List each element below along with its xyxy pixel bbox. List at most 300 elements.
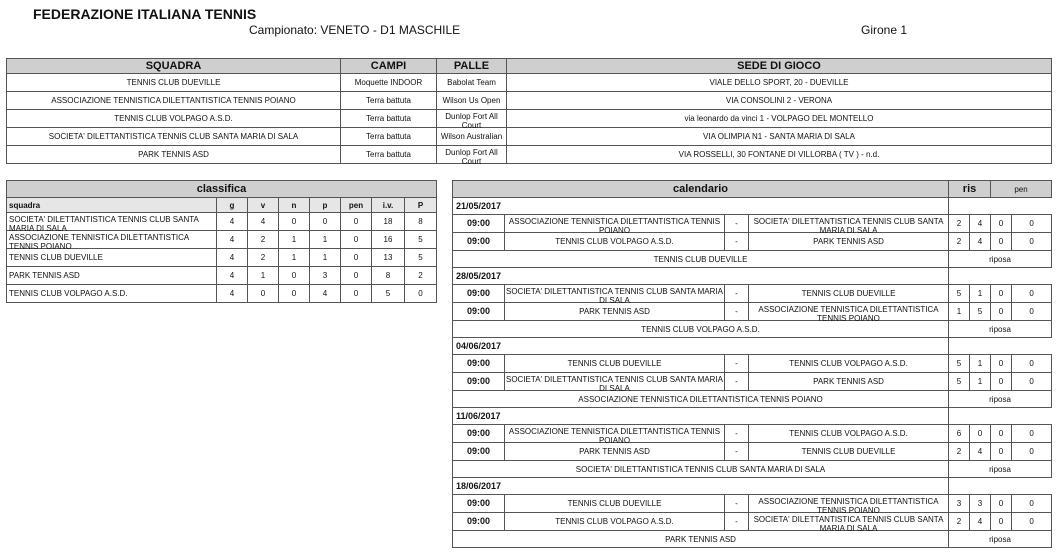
match-row bbox=[453, 215, 1052, 233]
standings-row bbox=[7, 213, 437, 231]
match-pen-home bbox=[991, 215, 1012, 233]
match-date-text: 04/06/2017 bbox=[456, 340, 502, 351]
match-result-away-text: 1 bbox=[977, 359, 983, 368]
match-home-team-text: TENNIS CLUB VOLPAGO A.S.D. bbox=[555, 237, 674, 246]
match-pen-away-text: 0 bbox=[1029, 307, 1034, 316]
team-name-text: ASSOCIAZIONE TENNISTICA DILETTANTISTICA TENNIS POIANO bbox=[51, 96, 296, 105]
standings-g bbox=[217, 285, 248, 303]
rest-row bbox=[453, 391, 1052, 408]
match-pen-home bbox=[991, 303, 1012, 321]
standings-pen bbox=[341, 213, 372, 231]
rest-label bbox=[949, 461, 1052, 478]
standings-team bbox=[7, 267, 217, 285]
match-time bbox=[453, 285, 505, 303]
match-time-text: 09:00 bbox=[466, 306, 491, 316]
match-away-team bbox=[749, 495, 949, 513]
standings-p bbox=[405, 285, 437, 303]
standings-col-header bbox=[372, 198, 405, 213]
team-name bbox=[7, 74, 341, 92]
match-away-team bbox=[749, 285, 949, 303]
match-pen-home bbox=[991, 425, 1012, 443]
rest-label-text: riposa bbox=[989, 324, 1011, 334]
standings-iv-text: 18 bbox=[383, 217, 393, 226]
match-result-home-text: 5 bbox=[956, 359, 962, 368]
team-court bbox=[341, 74, 437, 92]
match-separator-text: - bbox=[735, 429, 738, 438]
match-result-home bbox=[949, 425, 970, 443]
standings-col-header-text: g bbox=[229, 200, 235, 210]
standings-pen bbox=[341, 285, 372, 303]
match-result-away bbox=[970, 303, 991, 321]
match-pen-home bbox=[991, 355, 1012, 373]
standings-team-text: TENNIS CLUB DUEVILLE bbox=[9, 253, 103, 262]
standings-row bbox=[7, 285, 437, 303]
match-pen-home bbox=[991, 233, 1012, 251]
match-result-home-text: 1 bbox=[956, 307, 962, 316]
match-result-home-text: 6 bbox=[956, 429, 962, 438]
standings-col-header bbox=[217, 198, 248, 213]
rest-label-text: riposa bbox=[989, 534, 1011, 544]
match-home-team bbox=[505, 215, 725, 233]
match-pen-away-text: 0 bbox=[1029, 499, 1034, 508]
standings-iv bbox=[372, 213, 405, 231]
calendar-date-row bbox=[453, 478, 1052, 495]
resting-team bbox=[453, 391, 949, 408]
standings-row bbox=[7, 249, 437, 267]
match-result-away bbox=[970, 285, 991, 303]
match-separator bbox=[725, 373, 749, 391]
match-separator bbox=[725, 425, 749, 443]
match-date bbox=[453, 268, 949, 285]
match-pen-home-text: 0 bbox=[998, 447, 1004, 456]
match-away-team bbox=[749, 425, 949, 443]
match-separator-text: - bbox=[735, 289, 738, 298]
match-pen-away-text: 0 bbox=[1029, 359, 1034, 368]
match-time bbox=[453, 495, 505, 513]
match-pen-away-text: 0 bbox=[1029, 237, 1034, 246]
date-spacer bbox=[949, 478, 1052, 495]
match-separator bbox=[725, 215, 749, 233]
match-home-team bbox=[505, 233, 725, 251]
match-result-away-text: 1 bbox=[977, 289, 983, 298]
resting-team-text: ASSOCIAZIONE TENNISTICA DILETTANTISTICA TENNIS POIANO bbox=[578, 394, 823, 404]
standings-v bbox=[248, 231, 279, 249]
team-balls-text: Dunlop Fort All Court bbox=[445, 112, 498, 130]
standings-v bbox=[248, 285, 279, 303]
match-pen-away bbox=[1012, 233, 1052, 251]
standings-p bbox=[405, 249, 437, 267]
standings-team-text: PARK TENNIS ASD bbox=[9, 271, 80, 280]
match-date-text: 11/06/2017 bbox=[456, 410, 501, 421]
match-pen-home-text: 0 bbox=[998, 517, 1004, 526]
group-label: Girone 1 bbox=[861, 23, 908, 37]
team-venue-text: via leonardo da vinci 1 - VOLPAGO DEL MONTELLO bbox=[684, 114, 874, 123]
match-separator-text: - bbox=[735, 219, 738, 228]
match-result-home-text: 2 bbox=[956, 237, 962, 246]
standings-g bbox=[217, 267, 248, 285]
team-name bbox=[7, 146, 341, 164]
standings-g-text: 4 bbox=[229, 217, 235, 226]
header-sede: SEDE DI GIOCO bbox=[507, 59, 1052, 74]
match-result-home-text: 5 bbox=[956, 289, 962, 298]
rest-label bbox=[949, 531, 1052, 548]
match-separator-text: - bbox=[735, 499, 738, 508]
team-balls-text: Wilson Australian bbox=[440, 132, 503, 141]
match-time bbox=[453, 233, 505, 251]
match-result-away bbox=[970, 215, 991, 233]
standings-iv-text: 13 bbox=[383, 253, 393, 262]
team-court-text: Terra battuta bbox=[366, 96, 411, 105]
team-venue-text: VIA ROSSELLI, 30 FONTANE DI VILLORBA ( TV ) - n.d. bbox=[678, 150, 880, 159]
match-home-team bbox=[505, 495, 725, 513]
rest-row bbox=[453, 531, 1052, 548]
resting-team bbox=[453, 321, 949, 338]
calendar-table bbox=[452, 180, 1052, 548]
match-home-team bbox=[505, 425, 725, 443]
match-pen-home-text: 0 bbox=[998, 237, 1004, 246]
date-spacer bbox=[949, 198, 1052, 215]
team-venue bbox=[507, 146, 1052, 164]
match-time-text: 09:00 bbox=[466, 236, 491, 246]
match-away-team-text: TENNIS CLUB VOLPAGO A.S.D. bbox=[789, 429, 908, 438]
match-home-team-text: SOCIETA' DILETTANTISTICA TENNIS CLUB SANTA MARIA DI SALA bbox=[506, 375, 723, 393]
standings-n bbox=[279, 285, 310, 303]
match-home-team bbox=[505, 285, 725, 303]
standings-pen bbox=[341, 249, 372, 267]
standings-p bbox=[405, 267, 437, 285]
standings-p-text: 0 bbox=[322, 217, 328, 226]
standings-v-text: 4 bbox=[260, 217, 266, 226]
match-date-text: 21/05/2017 bbox=[456, 200, 502, 211]
standings-pen bbox=[341, 267, 372, 285]
match-result-away-text: 5 bbox=[977, 307, 983, 316]
team-court-text: Terra battuta bbox=[366, 150, 411, 159]
match-pen-home-text: 0 bbox=[998, 359, 1004, 368]
match-home-team-text: ASSOCIAZIONE TENNISTICA DILETTANTISTICA TENNIS POIANO bbox=[508, 217, 721, 235]
rest-row bbox=[453, 461, 1052, 478]
match-result-home bbox=[949, 215, 970, 233]
team-court-text: Terra battuta bbox=[366, 114, 411, 123]
match-row bbox=[453, 425, 1052, 443]
match-away-team bbox=[749, 233, 949, 251]
match-separator bbox=[725, 233, 749, 251]
match-result-home bbox=[949, 443, 970, 461]
standings-iv bbox=[372, 249, 405, 267]
match-pen-away-text: 0 bbox=[1029, 447, 1034, 456]
standings-col-header bbox=[7, 198, 217, 213]
match-time bbox=[453, 425, 505, 443]
match-home-team-text: TENNIS CLUB DUEVILLE bbox=[567, 499, 662, 508]
match-date bbox=[453, 338, 949, 355]
standings-pen-text: 0 bbox=[353, 217, 359, 226]
match-pen-home-text: 0 bbox=[998, 377, 1004, 386]
rest-row bbox=[453, 251, 1052, 268]
match-time bbox=[453, 303, 505, 321]
team-balls-text: Wilson Us Open bbox=[442, 96, 501, 105]
match-time-text: 09:00 bbox=[466, 446, 491, 456]
match-result-home bbox=[949, 285, 970, 303]
team-name bbox=[7, 92, 341, 110]
match-pen-away bbox=[1012, 425, 1052, 443]
team-name-text: SOCIETA' DILETTANTISTICA TENNIS CLUB SANTA MARIA DI SALA bbox=[48, 132, 299, 141]
match-row bbox=[453, 495, 1052, 513]
standings-team bbox=[7, 213, 217, 231]
match-result-home bbox=[949, 233, 970, 251]
match-away-team bbox=[749, 355, 949, 373]
match-separator-text: - bbox=[735, 237, 738, 246]
match-time-text: 09:00 bbox=[466, 516, 491, 526]
team-name-text: PARK TENNIS ASD bbox=[138, 150, 209, 159]
standings-p-text: 2 bbox=[418, 271, 423, 280]
standings-p bbox=[310, 285, 341, 303]
standings-p-text: 5 bbox=[418, 253, 423, 262]
team-balls bbox=[437, 128, 507, 146]
match-result-home-text: 2 bbox=[956, 219, 962, 228]
match-date bbox=[453, 408, 949, 425]
match-pen-home-text: 0 bbox=[998, 219, 1004, 228]
rest-row bbox=[453, 321, 1052, 338]
standings-pen bbox=[341, 231, 372, 249]
standings-g bbox=[217, 213, 248, 231]
match-home-team-text: ASSOCIAZIONE TENNISTICA DILETTANTISTICA TENNIS POIANO bbox=[508, 427, 721, 445]
match-separator bbox=[725, 495, 749, 513]
rest-label bbox=[949, 391, 1052, 408]
match-result-away bbox=[970, 443, 991, 461]
team-venue-text: VIA CONSOLINI 2 - VERONA bbox=[725, 96, 833, 105]
standings-row bbox=[7, 231, 437, 249]
standings-p-text: 5 bbox=[418, 235, 423, 244]
match-away-team bbox=[749, 373, 949, 391]
match-time bbox=[453, 215, 505, 233]
team-balls bbox=[437, 92, 507, 110]
match-result-away bbox=[970, 233, 991, 251]
resting-team-text: TENNIS CLUB DUEVILLE bbox=[653, 254, 748, 264]
standings-col-header-text: pen bbox=[348, 200, 364, 210]
match-date-text: 18/06/2017 bbox=[456, 480, 502, 491]
match-pen-home-text: 0 bbox=[998, 307, 1004, 316]
calendar-date-row bbox=[453, 198, 1052, 215]
standings-v bbox=[248, 213, 279, 231]
match-time bbox=[453, 355, 505, 373]
match-away-team-text: SOCIETA' DILETTANTISTICA TENNIS CLUB SANTA MARIA DI SALA bbox=[753, 217, 944, 235]
resting-team-text: PARK TENNIS ASD bbox=[665, 534, 736, 544]
resting-team bbox=[453, 531, 949, 548]
team-balls bbox=[437, 74, 507, 92]
standings-col-header-text: p bbox=[322, 200, 328, 210]
standings-v bbox=[248, 267, 279, 285]
match-pen-home-text: 0 bbox=[998, 499, 1004, 508]
team-row bbox=[7, 128, 1052, 146]
date-spacer bbox=[949, 268, 1052, 285]
match-separator bbox=[725, 443, 749, 461]
header-campi: CAMPI bbox=[341, 59, 437, 74]
standings-g bbox=[217, 249, 248, 267]
standings-p bbox=[310, 249, 341, 267]
match-result-away-text: 4 bbox=[977, 517, 983, 526]
match-pen-away bbox=[1012, 513, 1052, 531]
calendar-date-row bbox=[453, 268, 1052, 285]
match-home-team-text: SOCIETA' DILETTANTISTICA TENNIS CLUB SANTA MARIA DI SALA bbox=[506, 287, 723, 305]
standings-pen-text: 0 bbox=[353, 271, 359, 280]
match-row bbox=[453, 373, 1052, 391]
team-row bbox=[7, 74, 1052, 92]
match-separator bbox=[725, 303, 749, 321]
match-time bbox=[453, 513, 505, 531]
standings-p-text: 1 bbox=[322, 235, 328, 244]
rest-label-text: riposa bbox=[989, 254, 1011, 264]
match-result-home-text: 3 bbox=[956, 499, 962, 508]
standings-p-text: 8 bbox=[418, 217, 423, 226]
rest-label-text: riposa bbox=[989, 464, 1011, 474]
standings-col-header-text: n bbox=[291, 200, 297, 210]
rest-label bbox=[949, 251, 1052, 268]
penalty-header: pen bbox=[991, 181, 1052, 198]
match-away-team-text: ASSOCIAZIONE TENNISTICA DILETTANTISTICA TENNIS POIANO bbox=[758, 305, 939, 323]
match-away-team-text: ASSOCIAZIONE TENNISTICA DILETTANTISTICA TENNIS POIANO bbox=[758, 497, 939, 515]
standings-col-header bbox=[405, 198, 437, 213]
match-row bbox=[453, 303, 1052, 321]
standings-col-header-text: v bbox=[260, 200, 266, 210]
match-time-text: 09:00 bbox=[466, 376, 491, 386]
team-venue-text: VIA OLIMPIA N1 - SANTA MARIA DI SALA bbox=[703, 132, 855, 141]
match-home-team bbox=[505, 373, 725, 391]
match-home-team bbox=[505, 355, 725, 373]
match-result-home bbox=[949, 495, 970, 513]
standings-g-text: 4 bbox=[229, 271, 235, 280]
team-name bbox=[7, 128, 341, 146]
match-result-away-text: 4 bbox=[977, 219, 983, 228]
standings-team bbox=[7, 249, 217, 267]
match-row bbox=[453, 355, 1052, 373]
match-time bbox=[453, 373, 505, 391]
match-home-team-text: TENNIS CLUB DUEVILLE bbox=[567, 359, 662, 368]
standings-g bbox=[217, 231, 248, 249]
team-court-text: Moquette INDOOR bbox=[354, 78, 423, 87]
match-pen-away bbox=[1012, 355, 1052, 373]
team-venue bbox=[507, 128, 1052, 146]
standings-n bbox=[279, 249, 310, 267]
match-row bbox=[453, 285, 1052, 303]
standings-p-text: 1 bbox=[322, 253, 328, 262]
date-spacer bbox=[949, 338, 1052, 355]
match-date bbox=[453, 478, 949, 495]
standings-col-header-text: i.v. bbox=[382, 200, 394, 210]
standings-col-header bbox=[310, 198, 341, 213]
match-separator bbox=[725, 355, 749, 373]
match-away-team-text: TENNIS CLUB DUEVILLE bbox=[801, 447, 896, 456]
match-date bbox=[453, 198, 949, 215]
match-row bbox=[453, 233, 1052, 251]
standings-pen-text: 0 bbox=[353, 253, 359, 262]
standings-team bbox=[7, 285, 217, 303]
match-result-away-text: 1 bbox=[977, 377, 983, 386]
standings-p bbox=[310, 213, 341, 231]
match-pen-home bbox=[991, 285, 1012, 303]
match-away-team-text: SOCIETA' DILETTANTISTICA TENNIS CLUB SANTA MARIA DI SALA bbox=[753, 515, 944, 533]
match-home-team-text: PARK TENNIS ASD bbox=[579, 447, 650, 456]
teams-table bbox=[6, 58, 1052, 164]
calendar-title: calendario bbox=[453, 181, 949, 198]
results-header: ris bbox=[949, 181, 991, 198]
calendar-date-row bbox=[453, 338, 1052, 355]
match-home-team-text: PARK TENNIS ASD bbox=[579, 307, 650, 316]
team-row bbox=[7, 146, 1052, 164]
standings-n-text: 1 bbox=[291, 235, 297, 244]
match-pen-away bbox=[1012, 495, 1052, 513]
resting-team bbox=[453, 461, 949, 478]
match-result-home-text: 5 bbox=[956, 377, 962, 386]
team-balls bbox=[437, 110, 507, 128]
match-result-away bbox=[970, 355, 991, 373]
standings-team-text: ASSOCIAZIONE TENNISTICA DILETTANTISTICA TENNIS POIANO bbox=[9, 233, 189, 251]
team-venue bbox=[507, 74, 1052, 92]
match-time-text: 09:00 bbox=[466, 358, 491, 368]
match-pen-home-text: 0 bbox=[998, 289, 1004, 298]
standings-v-text: 2 bbox=[260, 253, 266, 262]
match-result-away-text: 3 bbox=[977, 499, 983, 508]
standings-n bbox=[279, 213, 310, 231]
match-pen-away bbox=[1012, 215, 1052, 233]
match-pen-home bbox=[991, 495, 1012, 513]
match-time-text: 09:00 bbox=[466, 218, 491, 228]
standings-col-header bbox=[341, 198, 372, 213]
match-separator-text: - bbox=[735, 517, 738, 526]
match-home-team bbox=[505, 303, 725, 321]
match-home-team-text: TENNIS CLUB VOLPAGO A.S.D. bbox=[555, 517, 674, 526]
standings-iv bbox=[372, 231, 405, 249]
match-pen-away bbox=[1012, 303, 1052, 321]
standings-iv-text: 16 bbox=[383, 235, 393, 244]
standings-col-header-text: P bbox=[417, 200, 424, 210]
match-pen-away-text: 0 bbox=[1029, 429, 1034, 438]
match-result-away-text: 0 bbox=[977, 429, 983, 438]
team-name-text: TENNIS CLUB DUEVILLE bbox=[126, 78, 221, 87]
standings-g-text: 4 bbox=[229, 289, 235, 298]
match-separator-text: - bbox=[735, 377, 738, 386]
standings-n bbox=[279, 231, 310, 249]
resting-team bbox=[453, 251, 949, 268]
rest-label bbox=[949, 321, 1052, 338]
match-pen-away-text: 0 bbox=[1029, 377, 1034, 386]
rest-label-text: riposa bbox=[989, 394, 1011, 404]
standings-team-text: TENNIS CLUB VOLPAGO A.S.D. bbox=[9, 289, 128, 298]
match-result-home bbox=[949, 513, 970, 531]
match-away-team bbox=[749, 513, 949, 531]
match-separator bbox=[725, 513, 749, 531]
match-pen-home bbox=[991, 443, 1012, 461]
team-court bbox=[341, 146, 437, 164]
standings-v-text: 0 bbox=[260, 289, 266, 298]
standings-team-text: SOCIETA' DILETTANTISTICA TENNIS CLUB SANTA MARIA DI SALA bbox=[9, 215, 199, 233]
match-result-away bbox=[970, 373, 991, 391]
resting-team-text: TENNIS CLUB VOLPAGO A.S.D. bbox=[641, 324, 760, 334]
standings-v-text: 1 bbox=[260, 271, 266, 280]
teams-header-row bbox=[7, 59, 1052, 74]
match-pen-away bbox=[1012, 443, 1052, 461]
match-time-text: 09:00 bbox=[466, 428, 491, 438]
standings-p bbox=[310, 231, 341, 249]
standings-iv bbox=[372, 267, 405, 285]
match-pen-away-text: 0 bbox=[1029, 219, 1034, 228]
date-spacer bbox=[949, 408, 1052, 425]
match-result-home bbox=[949, 303, 970, 321]
match-result-away bbox=[970, 513, 991, 531]
team-row bbox=[7, 92, 1052, 110]
standings-col-header bbox=[248, 198, 279, 213]
header-palle: PALLE bbox=[437, 59, 507, 74]
standings-n bbox=[279, 267, 310, 285]
team-venue-text: VIALE DELLO SPORT, 20 - DUEVILLE bbox=[709, 78, 849, 87]
